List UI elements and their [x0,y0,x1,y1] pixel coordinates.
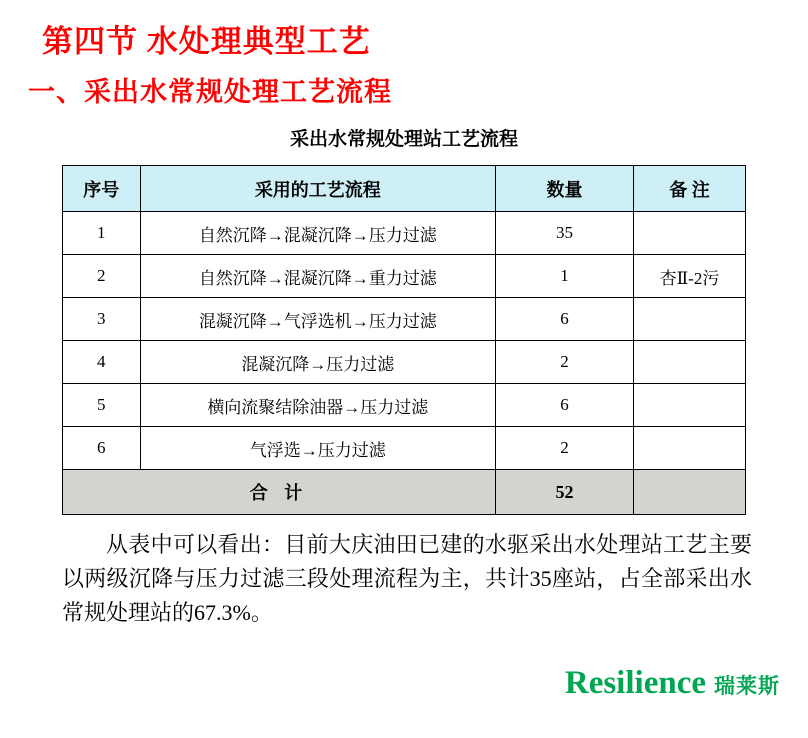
cell-no: 2 [63,255,141,298]
page-title: 第四节 水处理典型工艺 [42,24,371,59]
logo-latin-part2: ience [634,665,706,701]
cell-remark [633,298,745,341]
column-header-process: 采用的工艺流程 [140,166,496,212]
section-subtitle: 一、采出水常规处理工艺流程 [28,77,392,107]
cell-quantity: 1 [496,255,634,298]
cell-quantity: 6 [496,298,634,341]
table-caption: 采出水常规处理站工艺流程 [289,129,518,150]
cell-no: 4 [63,341,141,384]
cell-quantity: 2 [496,427,634,470]
table-row [63,255,746,298]
cell-no: 3 [63,298,141,341]
cell-process: 自然沉降→混凝沉降→重力过滤 [140,255,496,298]
cell-remark [633,341,745,384]
logo-latin-part1: Resi [564,665,626,701]
total-quantity: 52 [496,470,634,515]
process-flow-table [62,165,746,515]
logo-chinese-text: 瑞莱斯 [714,675,780,698]
table-row [63,341,746,384]
cell-process: 混凝沉降→压力过滤 [140,341,496,384]
cell-remark [633,427,745,470]
cell-quantity: 2 [496,341,634,384]
cell-process: 气浮选→压力过滤 [140,427,496,470]
body-paragraph: 从表中可以看出：目前大庆油田已建的水驱采出水处理站工艺主要以两级沉降与压力过滤三段处理流程为主，共计35座站，占全部采出水常规处理站的67.3%。 [62,532,752,625]
table-row [63,298,746,341]
cell-process: 混凝沉降→气浮选机→压力过滤 [140,298,496,341]
column-header-no: 序号 [63,166,141,212]
logo-latin-accent: l [625,665,635,701]
logo-latin-text [565,665,706,702]
table-total-row [63,470,746,515]
cell-no: 6 [63,427,141,470]
cell-process: 横向流聚结除油器→压力过滤 [140,384,496,427]
table-row [63,212,746,255]
cell-remark [633,384,745,427]
column-header-remark: 备 注 [633,166,745,212]
cell-quantity: 6 [496,384,634,427]
company-logo [565,665,780,702]
cell-remark: 杏Ⅱ-2污 [633,255,745,298]
total-label: 合 计 [63,470,496,515]
cell-remark [633,212,745,255]
cell-no: 5 [63,384,141,427]
table-row [63,384,746,427]
table-row [63,427,746,470]
cell-no: 1 [63,212,141,255]
cell-quantity: 35 [496,212,634,255]
table-header-row [63,166,746,212]
cell-process: 自然沉降→混凝沉降→压力过滤 [140,212,496,255]
column-header-quantity: 数量 [496,166,634,212]
total-remark [633,470,745,515]
